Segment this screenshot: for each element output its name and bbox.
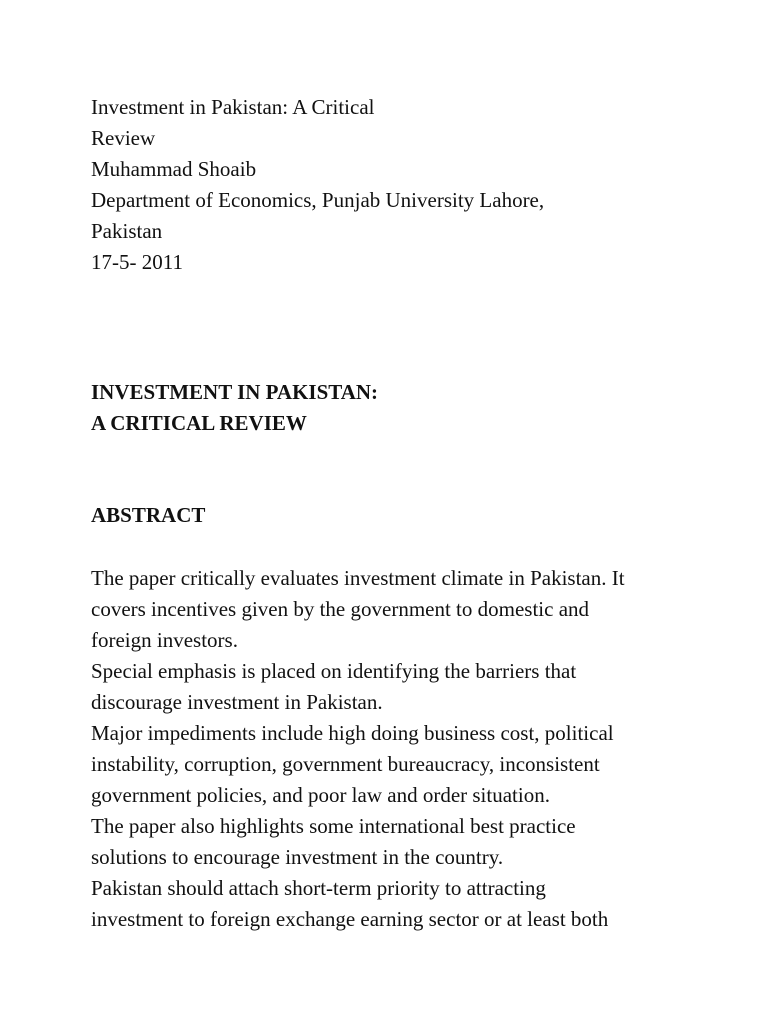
author-name: Muhammad Shoaib — [91, 157, 257, 181]
abstract-line: Special emphasis is placed on identifying the barriers that — [91, 659, 577, 683]
abstract-line: instability, corruption, government bureaucracy, inconsistent — [91, 752, 600, 776]
abstract-line: Pakistan should attach short-term priority to attracting — [91, 876, 546, 900]
abstract-line: The paper critically evaluates investment climate in Pakistan. It — [91, 566, 625, 590]
abstract-line: Major impediments include high doing business cost, political — [91, 721, 614, 745]
cover-info — [91, 92, 731, 278]
cover-title-line-2: Review — [91, 126, 156, 150]
abstract-line: investment to foreign exchange earning sector or at least both — [91, 907, 609, 931]
abstract-line: foreign investors. — [91, 628, 238, 652]
paper-title-line-2: A CRITICAL REVIEW — [91, 411, 307, 435]
abstract-line: The paper also highlights some international best practice — [91, 814, 576, 838]
abstract-heading-text: ABSTRACT — [91, 503, 206, 527]
abstract-line: covers incentives given by the government to domestic and — [91, 597, 590, 621]
affiliation-line-1: Department of Economics, Punjab University Lahore, — [91, 188, 545, 212]
abstract-line: government policies, and poor law and order situation. — [91, 783, 550, 807]
cover-title-line-1: Investment in Pakistan: A Critical — [91, 95, 375, 119]
abstract-line: discourage investment in Pakistan. — [91, 690, 383, 714]
abstract-heading — [91, 500, 731, 531]
abstract-line: solutions to encourage investment in the country. — [91, 845, 504, 869]
paper-title-line-1: INVESTMENT IN PAKISTAN: — [91, 380, 379, 404]
date: 17-5- 2011 — [91, 250, 183, 274]
abstract-body — [91, 563, 731, 935]
paper-title — [91, 377, 731, 439]
affiliation-line-2: Pakistan — [91, 219, 163, 243]
